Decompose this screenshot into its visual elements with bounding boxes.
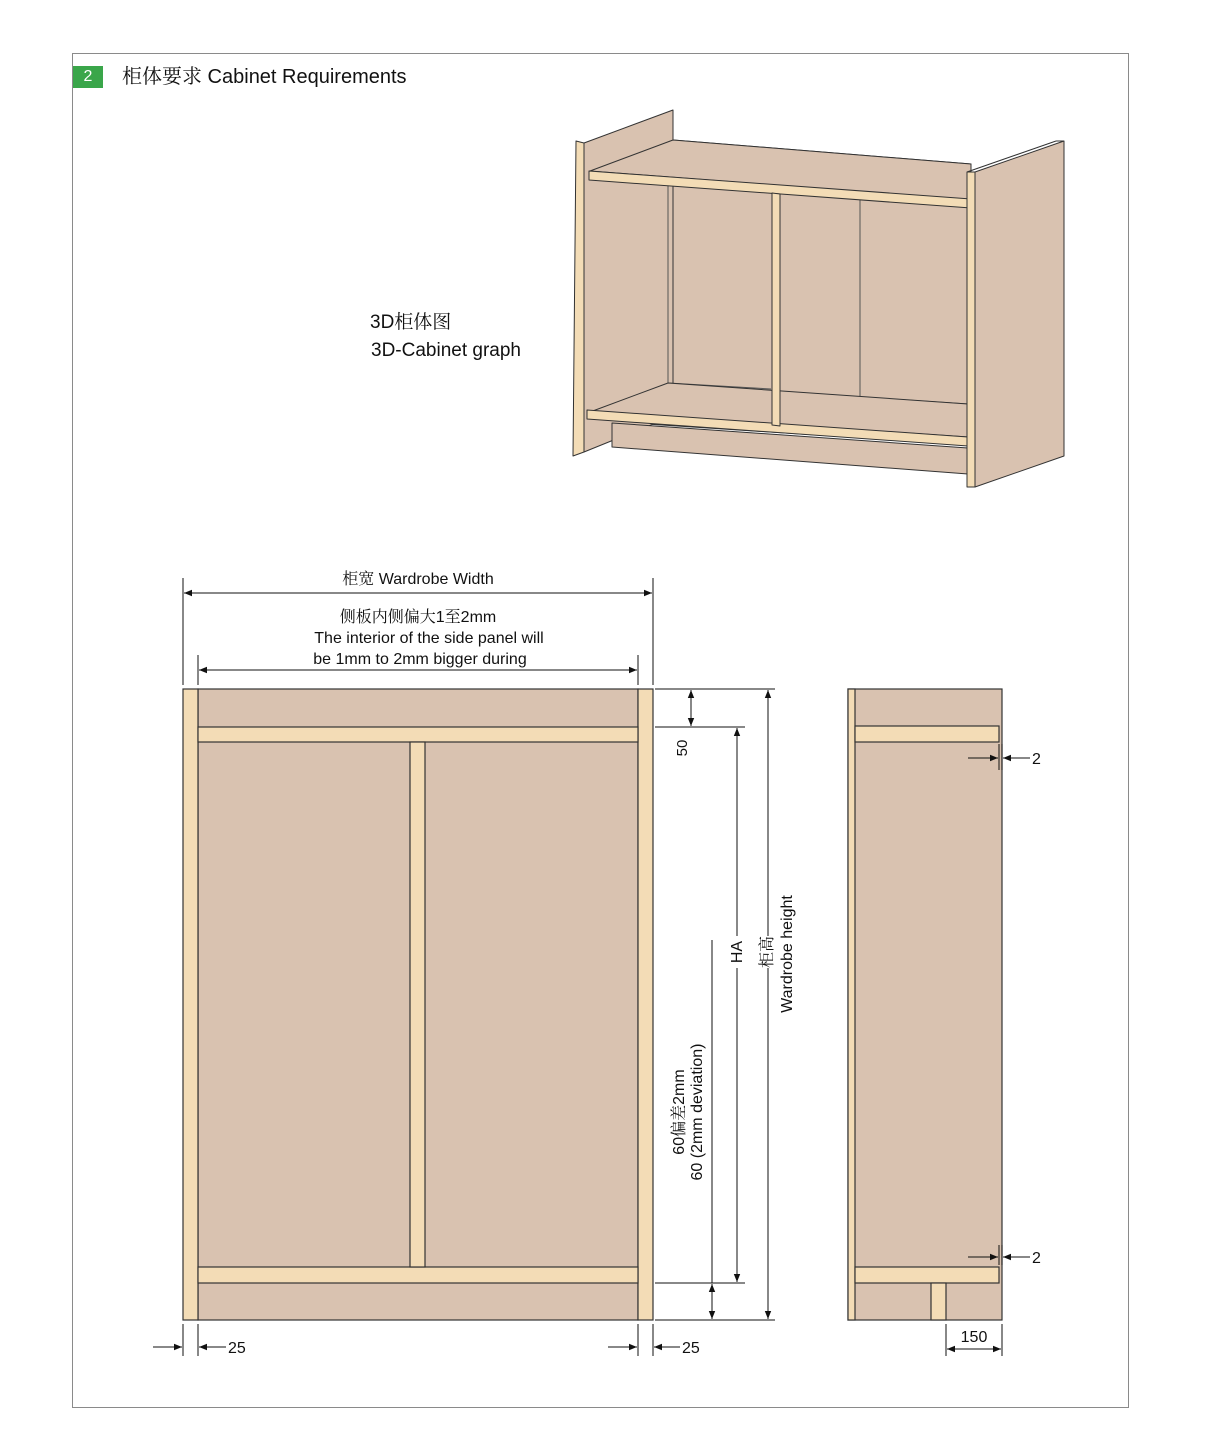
side-back-edge — [848, 689, 855, 1320]
side-note-en-1: The interior of the side panel will — [314, 630, 544, 647]
dim-25-right-label: 25 — [682, 1340, 700, 1357]
side-note-en-2: be 1mm to 2mm bigger during — [313, 651, 527, 668]
iso-label-cn: 3D柜体图 — [370, 312, 452, 333]
side-top-shelf — [855, 726, 999, 742]
front-top-shelf — [198, 727, 638, 742]
front-left-side-panel — [183, 689, 198, 1320]
depth-label: 150 — [960, 1329, 988, 1346]
section-number-badge: 2 — [73, 66, 103, 88]
side-bottom-shelf — [855, 1267, 999, 1283]
iso-cabinet-illustration — [573, 110, 1064, 487]
iso-right-side-edge — [967, 172, 975, 487]
iso-label-en: 3D-Cabinet graph — [371, 340, 521, 361]
front-middle-divider — [410, 742, 425, 1267]
dim-60-label-en: 60 (2mm deviation) — [689, 1043, 706, 1181]
dim-height-label-cn: 柜高 — [759, 935, 776, 969]
front-view-drawing — [183, 689, 653, 1320]
side-note-cn: 侧板内侧偏大1至2mm — [339, 609, 497, 626]
front-right-side-panel — [638, 689, 653, 1320]
iso-middle-divider — [772, 193, 780, 426]
gap-top-label: 2 — [1032, 751, 1041, 768]
width-label: 柜宽 Wardrobe Width — [342, 571, 494, 588]
iso-right-side-outer — [975, 141, 1064, 487]
gap-bottom-label: 2 — [1032, 1250, 1041, 1267]
side-panel — [848, 689, 1002, 1320]
dim-50-label: 50 — [674, 739, 691, 757]
side-view-drawing — [848, 689, 1002, 1320]
dim-25-left-label: 25 — [228, 1340, 246, 1357]
side-plinth — [931, 1283, 946, 1320]
dim-ha-label: HA — [729, 940, 746, 964]
section-title: 柜体要求 Cabinet Requirements — [122, 66, 407, 88]
iso-left-side-edge — [573, 141, 584, 456]
dim-height-label-en: Wardrobe height — [779, 895, 796, 1013]
front-bottom-shelf — [198, 1267, 638, 1283]
dim-60-label-cn: 60偏差2mm — [671, 1069, 688, 1155]
